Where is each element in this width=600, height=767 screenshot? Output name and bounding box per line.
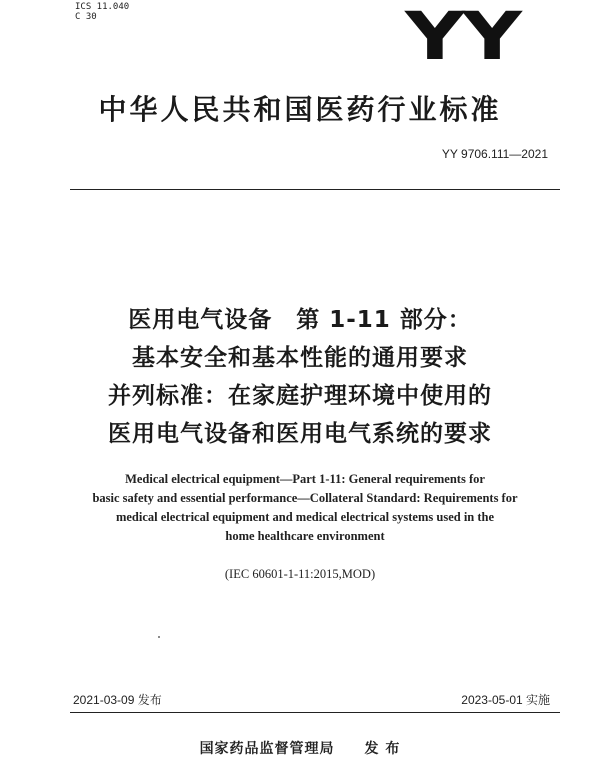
org-title: 中华人民共和国医药行业标准 bbox=[98, 93, 502, 126]
title-cn-line-4: 医用电气设备和医用电气系统的要求 bbox=[108, 421, 492, 447]
ics-classification bbox=[75, 2, 129, 22]
issue-date: 2021-03-09 发布 bbox=[73, 693, 162, 707]
title-cn-line-2: 基本安全和基本性能的通用要求 bbox=[132, 345, 468, 371]
title-en-line-4: home healthcare environment bbox=[225, 529, 385, 543]
adoption-reference: (IEC 60601-1-11:2015,MOD) bbox=[224, 567, 376, 581]
ccs-code: C 30 bbox=[75, 12, 97, 22]
title-cn-line-3: 并列标准：在家庭护理环境中使用的 bbox=[108, 383, 492, 409]
implementation-date: 2023-05-01 实施 bbox=[461, 693, 550, 707]
scan-speck bbox=[158, 636, 160, 638]
publisher: 国家药品监督管理局 发 布 bbox=[199, 741, 401, 757]
header-divider bbox=[70, 189, 560, 190]
title-en-line-3: medical electrical equipment and medical electrical systems used in the bbox=[115, 510, 495, 524]
ics-code: ICS 11.040 bbox=[75, 2, 130, 12]
title-en-line-1: Medical electrical equipment—Part 1-11: General requirements for bbox=[125, 472, 485, 486]
footer-divider bbox=[70, 712, 560, 713]
title-en-line-2: basic safety and essential performance—Collateral Standard: Requirements for bbox=[92, 491, 518, 505]
standard-number: YY 9706.111—2021 bbox=[441, 147, 548, 161]
title-cn-line-1: 医用电气设备 第 1-11 部分： bbox=[128, 307, 472, 333]
standard-logo: YY bbox=[405, 0, 520, 75]
